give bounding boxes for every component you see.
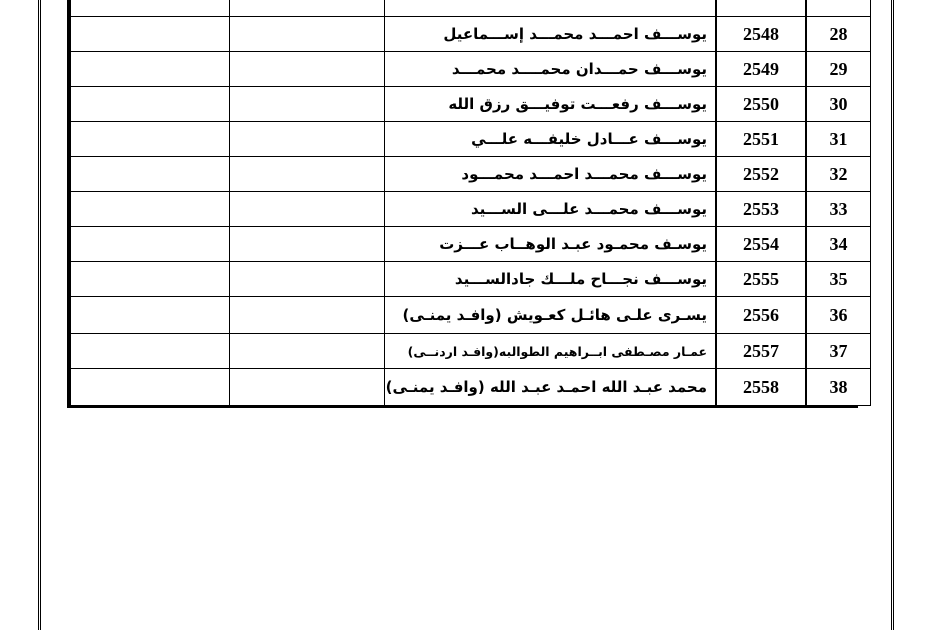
empty-cell [230,227,385,262]
seat-number: 2555 [716,262,806,297]
empty-cell [71,157,230,192]
table-row [71,297,871,334]
empty-cell [71,262,230,297]
empty-cell [71,227,230,262]
serial-number: 38 [806,369,871,406]
results-table-frame [67,0,858,408]
empty-cell [71,297,230,334]
empty-cell [71,0,230,17]
student-name [385,0,717,17]
seat-number: 2549 [716,52,806,87]
empty-cell [230,0,385,17]
empty-cell [71,122,230,157]
empty-cell [71,52,230,87]
table-row [71,227,871,262]
serial-number: 35 [806,262,871,297]
table-row [71,87,871,122]
seat-number [716,0,806,17]
student-name: يوســـف محمـــد احمـــد محمـــود [385,157,717,192]
student-name: يوســـف رفعـــت توفيـــق رزق الله [385,87,717,122]
seat-number: 2553 [716,192,806,227]
table-row [71,369,871,406]
empty-cell [230,297,385,334]
student-name: عمـار مصـطفى ابــراهيم الطوالبه(وافـد اردنــى) [385,334,717,369]
table-row [71,262,871,297]
student-name: يوســـف عـــادل خليفـــه علـــي [385,122,717,157]
serial-number: 32 [806,157,871,192]
seat-number: 2556 [716,297,806,334]
empty-cell [71,192,230,227]
table-row [71,0,871,17]
empty-cell [230,87,385,122]
student-name: يوســـف نجـــاح ملـــك جادالســـيد [385,262,717,297]
empty-cell [230,157,385,192]
empty-cell [71,369,230,406]
serial-number: 34 [806,227,871,262]
results-table [70,0,871,406]
serial-number [806,0,871,17]
student-name: يسـرى علـى هائـل كعـويش (وافـد يمنـى) [385,297,717,334]
seat-number: 2557 [716,334,806,369]
seat-number: 2558 [716,369,806,406]
table-row [71,192,871,227]
seat-number: 2554 [716,227,806,262]
serial-number: 36 [806,297,871,334]
table-row [71,122,871,157]
empty-cell [71,87,230,122]
empty-cell [230,369,385,406]
student-name: يوســـف محمـــد علـــى الســـيد [385,192,717,227]
table-row [71,52,871,87]
serial-number: 29 [806,52,871,87]
serial-number: 33 [806,192,871,227]
seat-number: 2550 [716,87,806,122]
student-name: محمد عبـد الله احمـد عبـد الله (وافـد يمنـى) [385,369,717,406]
empty-cell [230,17,385,52]
serial-number: 28 [806,17,871,52]
table-row [71,17,871,52]
empty-cell [230,192,385,227]
serial-number: 30 [806,87,871,122]
seat-number: 2548 [716,17,806,52]
table-row [71,157,871,192]
empty-cell [230,122,385,157]
empty-cell [230,334,385,369]
table-row [71,334,871,369]
empty-cell [71,17,230,52]
seat-number: 2551 [716,122,806,157]
student-name: يوسـف محمـود عبـد الوهــاب عـــزت [385,227,717,262]
empty-cell [230,52,385,87]
serial-number: 37 [806,334,871,369]
empty-cell [230,262,385,297]
serial-number: 31 [806,122,871,157]
seat-number: 2552 [716,157,806,192]
empty-cell [71,334,230,369]
student-name: يوســـف حمـــدان محمــــد محمـــد [385,52,717,87]
student-name: يوســـف احمـــد محمـــد إســـماعيل [385,17,717,52]
